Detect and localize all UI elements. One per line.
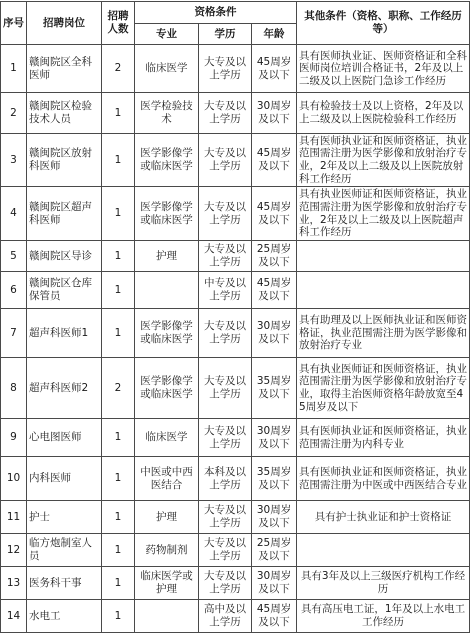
cell-education: 大专及以上学历 [199, 134, 252, 187]
cell-age: 30周岁及以下 [252, 93, 297, 134]
cell-education: 大专及以上学历 [199, 534, 252, 567]
cell-education: 大专及以上学历 [199, 187, 252, 241]
cell-education: 大专及以上学历 [199, 567, 252, 600]
cell-education: 大专及以上学历 [199, 419, 252, 457]
header-seq: 序号 [1, 2, 27, 45]
cell-age: 45周岁及以下 [252, 187, 297, 241]
cell-other: 具有检验技士及以上资格，2年及以上二级及以上医院检验科工作经历 [297, 93, 470, 134]
table-row [1, 457, 470, 501]
cell-count: 1 [102, 567, 135, 600]
cell-age: 45周岁及以下 [252, 134, 297, 187]
cell-position: 赣闽院区超声科医师 [27, 187, 102, 241]
header-count: 招聘人数 [102, 2, 135, 45]
header-position: 招聘岗位 [27, 2, 102, 45]
cell-major: 临床医学 [135, 45, 199, 93]
recruitment-table [0, 1, 470, 633]
cell-count: 1 [102, 187, 135, 241]
header-other: 其他条件（资格、职称、工作经历等） [297, 2, 470, 45]
table-row [1, 134, 470, 187]
cell-major: 医学检验技术 [135, 93, 199, 134]
cell-major: 护理 [135, 501, 199, 534]
cell-position: 赣闽院区全科医师 [27, 45, 102, 93]
cell-age: 45周岁及以下 [252, 45, 297, 93]
table-row [1, 241, 470, 272]
cell-age: 30周岁及以下 [252, 309, 297, 358]
cell-major: 护理 [135, 241, 199, 272]
cell-other [297, 534, 470, 567]
cell-position: 临方炮制室人员 [27, 534, 102, 567]
cell-position: 水电工 [27, 600, 102, 633]
cell-education: 大专及以上学历 [199, 45, 252, 93]
cell-count: 1 [102, 600, 135, 633]
cell-seq: 5 [1, 241, 27, 272]
cell-major [135, 272, 199, 309]
cell-other: 具有医师执业证和医师资格证，执业范围需注册为内科专业 [297, 419, 470, 457]
cell-major: 中医或中西医结合 [135, 457, 199, 501]
cell-seq: 11 [1, 501, 27, 534]
cell-other [297, 272, 470, 309]
cell-other: 具有高压电工证，1年及以上水电工工作经历 [297, 600, 470, 633]
cell-position: 护士 [27, 501, 102, 534]
cell-seq: 7 [1, 309, 27, 358]
cell-education: 大专及以上学历 [199, 358, 252, 419]
cell-seq: 10 [1, 457, 27, 501]
cell-other: 具有医师执业证、医师资格证和全科医师岗位培训合格证书，2年及以上二级及以上医院门急诊工作经历 [297, 45, 470, 93]
cell-age: 25周岁及以下 [252, 534, 297, 567]
table-row [1, 501, 470, 534]
cell-count: 1 [102, 93, 135, 134]
cell-education: 大专及以上学历 [199, 501, 252, 534]
header-age: 年龄 [252, 24, 297, 45]
cell-age: 30周岁及以下 [252, 567, 297, 600]
table-row [1, 534, 470, 567]
cell-position: 超声科医师2 [27, 358, 102, 419]
cell-count: 1 [102, 134, 135, 187]
cell-education: 中专及以上学历 [199, 272, 252, 309]
cell-seq: 2 [1, 93, 27, 134]
table-row [1, 45, 470, 93]
table-row [1, 272, 470, 309]
cell-other [297, 241, 470, 272]
cell-education: 大专及以上学历 [199, 309, 252, 358]
cell-major: 临床医学 [135, 419, 199, 457]
cell-age: 30周岁及以下 [252, 501, 297, 534]
cell-count: 1 [102, 241, 135, 272]
table-row [1, 358, 470, 419]
cell-seq: 1 [1, 45, 27, 93]
header-education: 学历 [199, 24, 252, 45]
cell-seq: 8 [1, 358, 27, 419]
cell-seq: 3 [1, 134, 27, 187]
cell-count: 1 [102, 534, 135, 567]
cell-age: 30周岁及以下 [252, 419, 297, 457]
cell-count: 1 [102, 501, 135, 534]
cell-major: 医学影像学或临床医学 [135, 134, 199, 187]
cell-age: 35周岁及以下 [252, 358, 297, 419]
cell-major: 医学影像学或临床医学 [135, 358, 199, 419]
cell-count: 1 [102, 419, 135, 457]
cell-education: 大专及以上学历 [199, 241, 252, 272]
cell-count: 2 [102, 358, 135, 419]
cell-other: 具有医师执业证和医师资格证，执业范围需注册为医学影像和放射治疗专业，2年及以上二级及以上医院放射科工作经历 [297, 134, 470, 187]
cell-seq: 4 [1, 187, 27, 241]
cell-seq: 13 [1, 567, 27, 600]
cell-position: 赣闽院区导诊 [27, 241, 102, 272]
cell-age: 35周岁及以下 [252, 457, 297, 501]
cell-education: 本科及以上学历 [199, 457, 252, 501]
cell-major [135, 600, 199, 633]
cell-seq: 6 [1, 272, 27, 309]
cell-seq: 12 [1, 534, 27, 567]
cell-major: 医学影像学或临床医学 [135, 309, 199, 358]
cell-count: 1 [102, 309, 135, 358]
cell-count: 1 [102, 457, 135, 501]
table-row [1, 93, 470, 134]
table-row [1, 309, 470, 358]
cell-count: 1 [102, 272, 135, 309]
table-row [1, 187, 470, 241]
cell-age: 45周岁及以下 [252, 600, 297, 633]
cell-major: 药物制剂 [135, 534, 199, 567]
cell-other: 具有助理及以上医师执业证和医师资格证，执业范围需注册为医学影像和放射治疗专业 [297, 309, 470, 358]
header-major: 专业 [135, 24, 199, 45]
cell-education: 高中及以上学历 [199, 600, 252, 633]
cell-position: 赣闽院区仓库保管员 [27, 272, 102, 309]
cell-age: 45周岁及以下 [252, 272, 297, 309]
table-row [1, 567, 470, 600]
cell-other: 具有3年及以上三级医疗机构工作经历 [297, 567, 470, 600]
table-row [1, 600, 470, 633]
cell-education: 大专及以上学历 [199, 93, 252, 134]
cell-position: 超声科医师1 [27, 309, 102, 358]
cell-position: 赣闽院区检验技术人员 [27, 93, 102, 134]
cell-other: 具有护士执业证和护士资格证 [297, 501, 470, 534]
cell-age: 25周岁及以下 [252, 241, 297, 272]
table-body [1, 45, 470, 633]
cell-other: 具有执业医师证和医师资格证，执业范围需注册为医学影像和放射治疗专业，取得主治医师资格年龄放宽至45周岁及以下 [297, 358, 470, 419]
table-header [1, 2, 470, 45]
cell-other: 具有医师执业证和医师资格证，执业范围需注册为中医或中西医结合专业 [297, 457, 470, 501]
cell-count: 2 [102, 45, 135, 93]
header-qualification: 资格条件 [135, 2, 297, 24]
cell-major: 临床医学或护理 [135, 567, 199, 600]
cell-other: 具有执业医师证和医师资格证，执业范围需注册为医学影像和放射治疗专业，2年及以上二级及以上医院超声科工作经历 [297, 187, 470, 241]
cell-seq: 14 [1, 600, 27, 633]
cell-position: 医务科干事 [27, 567, 102, 600]
cell-position: 内科医师 [27, 457, 102, 501]
cell-major: 医学影像学或临床医学 [135, 187, 199, 241]
table-row [1, 419, 470, 457]
cell-position: 心电图医师 [27, 419, 102, 457]
cell-position: 赣闽院区放射科医师 [27, 134, 102, 187]
cell-seq: 9 [1, 419, 27, 457]
